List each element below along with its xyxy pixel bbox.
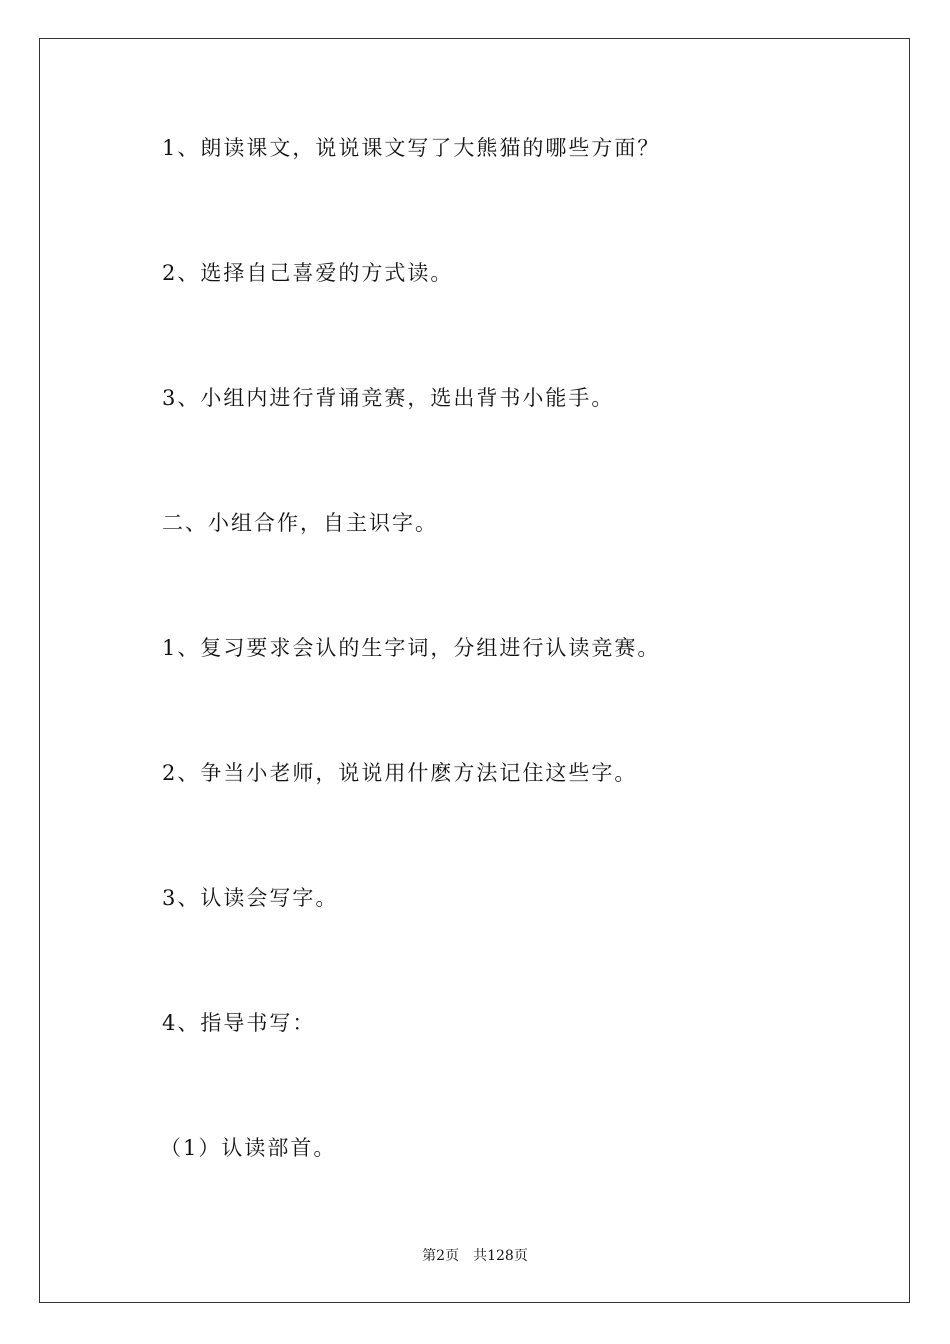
text-line-7: 3、认读会写字。 (162, 886, 339, 910)
text-line-8: 4、指导书写： (162, 1011, 316, 1035)
text-line-3: 3、小组内进行背诵竞赛，选出背书小能手。 (162, 386, 615, 410)
page-number: 第2页 (422, 1248, 460, 1264)
text-line-1: 1、朗读课文，说说课文写了大熊猫的哪些方面？ (162, 136, 661, 160)
section-heading: 二、小组合作，自主识字。 (162, 511, 438, 535)
total-pages: 共128页 (473, 1248, 528, 1264)
page-footer (0, 1247, 950, 1265)
text-line-6: 2、争当小老师，说说用什麽方法记住这些字。 (162, 761, 638, 785)
page-border (39, 38, 910, 1303)
text-line-9: （1）认读部首。 (160, 1136, 337, 1160)
text-line-5: 1、复习要求会认的生字词，分组进行认读竞赛。 (162, 636, 661, 660)
text-line-2: 2、选择自己喜爱的方式读。 (162, 261, 454, 285)
